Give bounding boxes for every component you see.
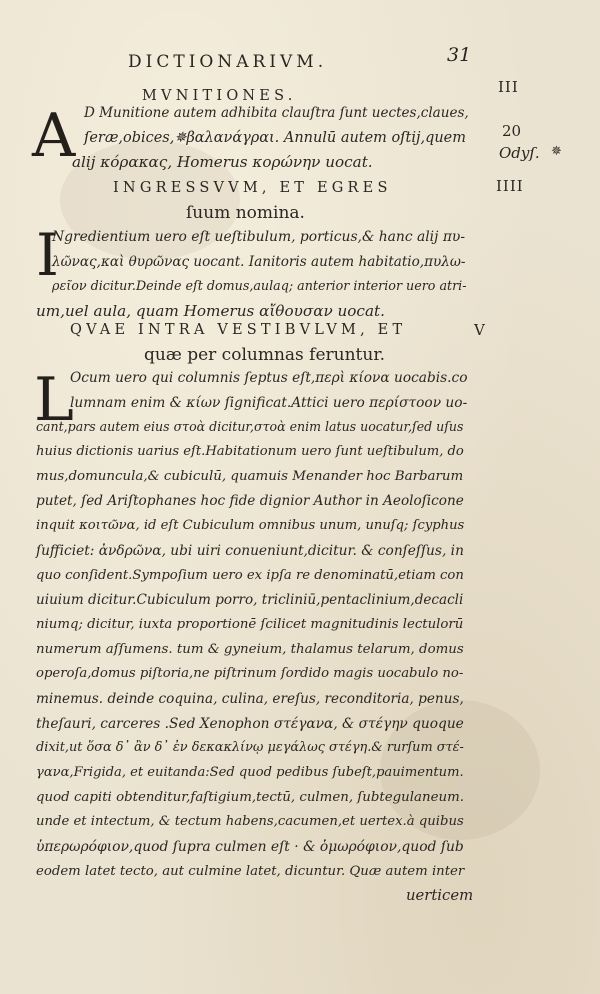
text-line: ſufficiet: ἀνδρῶνα, ubi uiri conueniunt,dicitur. & conſeſſus, in [36,542,464,559]
section-subtitle: quæ per columnas feruntur. [144,345,385,365]
drop-cap-i: I [36,221,59,289]
section3-body [36,366,474,909]
margin-note-reference: Odyſ. [499,144,540,162]
text-line: ſeræ,obices,✵βαλανάγραι. Annulū autem oſtij,quem [84,129,466,146]
text-line: uiuium dicitur.Cubiculum porro, tricliniū,pentaclinium,decacli [36,592,464,609]
text-line: inquit κοιτῶνα, id eſt Cubiculum omnibus unum, unuſq; ſcyphus [36,518,465,534]
margin-note-section-number: V [474,321,485,339]
text-line: quod capiti obtenditur,faſtigium,tectū, culmen, ſubtegulaneum. [36,789,464,805]
text-line: niumq; dicitur, iuxta proportionē ſcilicet magnitudinis lectulorū [36,616,464,632]
text-line: putet, ſed Ariſtophanes hoc fide dignior Author in Aeoloſicone [36,493,464,510]
text-line: Ngredientium uero eſt ueſtibulum, porticus,& hanc alij πυ- [52,229,466,245]
section-title-munitiones: MVNITIONES. [142,88,297,104]
margin-note-section-number: III [498,78,519,96]
page-number: 31 [447,44,472,66]
text-line: alij κόρακας, Homerus κορώνην uocat. [72,153,373,172]
text-line: theſauri, carceres .Sed Xenophon στέγανα, & στέγην quoque [36,715,464,732]
margin-note-section-number: IIII [496,177,524,195]
drop-cap-l: L [34,365,74,435]
text-line: huius dictionis uarius eſt.Habitationum uero ſunt ueſtibulum, do [36,444,464,460]
text-line: λῶνας,καὶ θυρῶνας uocant. Ianitoris autem habitatio,πυλω- [52,253,466,270]
text-line: quo conſident.Sympoſium uero ex ipſa re denominatū,etiam con [36,567,464,583]
margin-note-line-number: 20 [502,122,522,140]
text-line: dixit,ut ὅσα δ᾽ ἂν δ᾽ ἐν δεκακλίνῳ μεγάλως στέγη.& rurſum στέ- [36,740,464,756]
text-line: ὑπερωρόφιον,quod ſupra culmen eſt · & ὁμωρόφιον,quod ſub [36,839,464,856]
text-line: D Munitione autem adhibita clauſtra ſunt uectes,claues, [84,105,469,121]
text-line: ρεῖον dicitur.Deinde eſt domus,aulaq; anterior interior uero atri- [52,278,467,294]
text-line: minemus. deinde coquina, culina, ereſus, reconditoria, penus, [36,690,464,707]
text-line: eodem latet tecto, aut culmine latet, dicuntur. Quæ autem inter [36,863,465,879]
section-title-quae-intra: QVAE INTRA VESTIBVLVM, ET [70,322,407,338]
text-line: Ocum uero qui columnis ſeptus eſt,περὶ κίονα uocabis.co [70,370,468,386]
drop-cap-a: A [32,101,76,171]
section1-body [36,101,469,175]
running-header: DICTIONARIVM. [128,52,328,72]
margin-note-mark: ✵ [551,144,562,159]
text-line: mus,domuncula,& cubiculū, quamuis Menander hoc Barbarum [36,468,464,484]
text-line: unde et intectum, & tectum habens,cacumen,et uertex.à quibus [36,814,464,830]
section-title-ingressuum: INGRESSVVM, ET EGRES [113,180,392,196]
catchword: uerticem [406,887,474,905]
text-line: cant,pars autem eius στοὰ dicitur,στοὰ enim latus uocatur,ſed uſus [36,419,464,435]
text-line: lumnam enim & κίων ſignificat.Attici uero περίστοον uo- [70,394,468,411]
section-subtitle: ſuum nomina. [186,203,305,223]
text-line: numerum aſſumens. tum & gyneium, thalamus telarum, domus [36,641,464,657]
text-line: operoſa,domus piſtoria,ne piſtrinum ſordido magis uocabulo no- [36,666,464,682]
section2-body [36,221,467,324]
text-line: γανα,Frigida, et euitanda:Sed quod pedibus ſubeſt,pauimentum. [36,765,464,780]
text-line: um,uel aula, quam Homerus αἴθουσαν uocat. [36,302,385,321]
